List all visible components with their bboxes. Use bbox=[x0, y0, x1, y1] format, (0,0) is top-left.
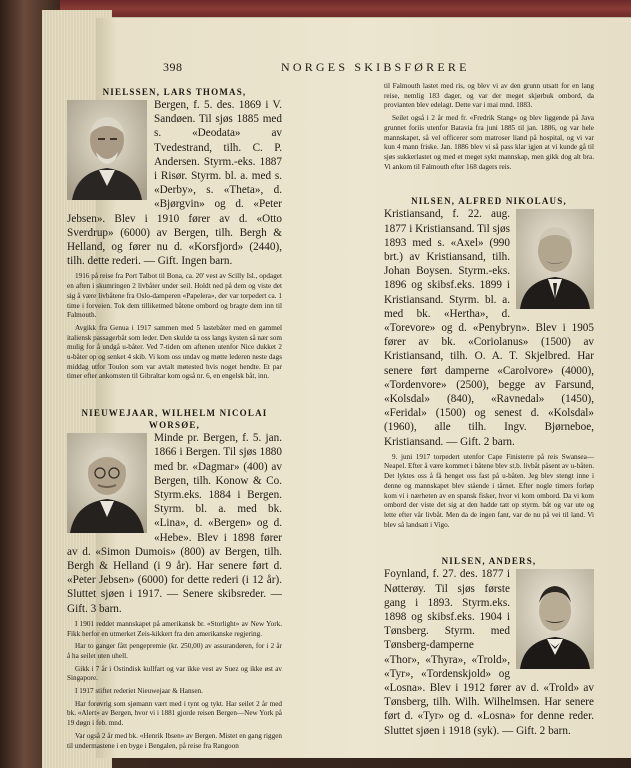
entry-title: NIELSSEN, LARS THOMAS, bbox=[102, 87, 247, 97]
continuation-notes bbox=[384, 82, 594, 172]
entry-body: Kristiansand, f. 22. aug. 1877 i Kristiansand. Til sjøs 1893 med s. «Axel» (990 brt.) av Kristiansand, tilh. Johan Boysen. Styrm.-eks. 1896 og skibsf.eks. 1899 i Kristiansand. Styrm. bl. a. med bk. «Hertha», d. «Torevore» og d. «Penybryn». Blev i 1905 fører av bk. «Coriolanus» (1500) av Kristiansand, tilh. O. A. T. Skjelbred. Har senere ført damperne «Carolvore» (4000), «Tordenvore» (2500), begge av Farsund, «Kolsdal» (840), «Ravnedal» (1450), «Feridal» (1500) og senest d. «Kolsdal» (1960), alle tilh. Ingv. Bjørneboe, Kristiansand. — Gift. 2 barn. bbox=[384, 208, 594, 448]
note-paragraph: Var også 2 år med bk. «Henrik Ibsen» av Bergen. Mistet en gang riggen til undermastene i en byge i Bengalen, på reise fra Rangoon bbox=[67, 731, 282, 750]
note-paragraph: Har forøvrig som sjømann vært med i tynt og tykt. Har seilet 2 år med bk. «Alert» av Bergen, hvor vi i 1881 gjorde reisen Bergen—New York på 19 døgn i feb. mnd. bbox=[67, 699, 282, 728]
page-header bbox=[163, 60, 618, 78]
entry-body: Minde pr. Bergen, f. 5. jan. 1866 i Bergen. Til sjøs 1880 med br. «Dagmar» (400) av Bergen, tilh. Konow & Co. Styrm.eks. 1884 i Bergen. Styrm. bl. a. med bk. «Lina», d. «Bergen» og d. «Hebe». Blev i 1898 fører av d. «Simon Dumois» (800) av Bergen, tilh. Bergh & Helland (i 9 år). Har senere ført d. «Peter Jebsen» (6000) for dette rederi (i 12 år). Sluttet sjøen i 1917. — Senere skibsreder. — Gift. 3 barn. bbox=[67, 432, 282, 615]
note-paragraph: til Falmouth lastet med ris, og blev vi av den grunn utsatt for en lang reise, nemlig 183 dager, og var der meget skjørbuk ombord, da provianten blev edelagt. Dette var i mai mnd. 1883. bbox=[384, 82, 594, 110]
entry-title: NILSEN, ALFRED NIKOLAUS, bbox=[411, 196, 567, 207]
entry-body: Bergen, f. 5. des. 1869 i V. Sandøen. Til sjøs 1885 med s. «Deodata» av Tvedestrand, tilh. C. P. Andersen. Styrm.-eks. 1887 i Risør. Styrm. bl. a. med s. «Derby», s. «Theta», d. «Bjørgvin» og d. «Peter Jebsen». Blev i 1910 fører av d. «Otto Sverdrup» (6000) av Bergen, tilh. Bergh & Helland, og fører nu d. «Korsfjord» (2440), tilh. dette rederi. — Gift. Ingen barn. bbox=[67, 99, 282, 268]
right-column bbox=[384, 82, 594, 738]
book-page bbox=[67, 18, 631, 758]
entry-title: NILSEN, ANDERS, bbox=[441, 556, 537, 567]
entry-nieuwejaar bbox=[67, 407, 282, 751]
entry-nilsen-alfred bbox=[384, 195, 594, 530]
portrait-photo bbox=[67, 433, 147, 533]
page-number: 398 bbox=[163, 60, 183, 74]
entry-title: NIEUWEJAAR, WILHELM NICOLAI WORSØE, bbox=[81, 408, 268, 431]
portrait-nieuwejaar bbox=[67, 433, 147, 533]
entry-notes bbox=[67, 620, 282, 751]
note-paragraph: I 1917 stiftet rederiet Nieuwejaar & Hansen. bbox=[75, 687, 203, 696]
entry-nielssen bbox=[67, 86, 282, 382]
portrait-photo bbox=[516, 569, 594, 669]
portrait-nielssen bbox=[67, 100, 147, 200]
portrait-nilsen-anders bbox=[516, 569, 594, 669]
entry-nilsen-anders bbox=[384, 555, 594, 737]
note-paragraph: 1916 på reise fra Port Talbot til Bona, ca. 20' vest av Scilly Isl., opdaget en aften i skumringen 2 livbåter under seil. Holdt ned på dem og viste det sig å være livbåtene fra Oslo-damperen «Papelera», der var torpedert ca. 1 time i forveien. Tok dem tilliketmed båtene ombord og bragte dem inn til Falmouth. bbox=[67, 272, 282, 320]
entry-body: Foynland, f. 27. des. 1877 i Nøtterøy. Til sjøs første gang i 1893. Styrm.eks. 1898 og skibsf.eks. 1904 i Tønsberg. Styrm. med Tønsberg-damperne «Thor», «Thyra», «Trold», «Tyr», «Tordenskjold» og «Losna». Blev i 1912 fører av d. «Trold» av Tønsberg, tilh. Wilh. Wilhelmsen. Har senere ført d. «Tyr» og d. «Losna» for denne reder. Sluttet sjøen i 1918 (syk). — Gift. 2 barn. bbox=[384, 568, 594, 737]
portrait-photo bbox=[516, 209, 594, 309]
running-head: NORGES SKIBSFØRERE bbox=[281, 60, 470, 74]
left-column bbox=[67, 86, 282, 754]
note-paragraph: I 1901 reddet mannskapet på amerikansk br. «Storlight» av New York. Fikk herfor en utmerket Zeis-kikkert fra den amerikanske regjering. bbox=[67, 619, 282, 638]
portrait-photo bbox=[67, 100, 147, 200]
entry-notes bbox=[384, 453, 594, 531]
note-paragraph: Avgikk fra Genua i 1917 sammen med 5 lastebåter med en gammel italiensk passagerbåt som leder. Den skulde ta oss langs kysten så nær som mulig for å undgå u-båter. Ved 7-tiden om aftenen utenfor Nice dukket 2 u-båter op og senket 4 skib. Vi kom oss undav og møtte lederen neste dags middag utfor Toulon som var avtalt møtested hvis noget hendte. Et par timer efter ankomsten til Gibraltar kom også nr. 6, en engelsk båt, inn. bbox=[67, 323, 282, 381]
portrait-nilsen-alfred bbox=[516, 209, 594, 309]
entry-notes bbox=[67, 272, 282, 382]
note-paragraph: Har to ganger fått pengepremie (kr. 250,00) av assurandøren, for i 2 år å ha seilet uten uhell. bbox=[67, 642, 282, 660]
note-paragraph: Gikk i 7 år i Ostindisk kullfart og var ikke vest av Suez og ikke øst av Singapore. bbox=[67, 664, 282, 683]
note-paragraph: Seilet også i 2 år med fr. «Fredrik Stang» og blev liggende på Java grunnet foriis utenfor Batavia fra juni 1885 til jan. 1886, og var hele mannskapet, så vel officerer som matroser liand på hospital, og vi var kun 4 mann friske. Jan. 1886 blev vi så pass klar igjen at vi kunde gå til sjøs sukkerlastet og med et meget sykt mannskap, men gikk dog alt bra. Vi ankom til Falmouth efter 168 dagers reis. bbox=[384, 114, 594, 171]
note-paragraph: 9. juni 1917 torpedert utenfor Cape Finisterre på reis Swansea—Neapel. Efter å være kommet i båtene blev st.b. livbåt påsent av u-båten. Det lyktes oss å få henget oss fast på u-båten. Jeg blev stengt inne i denne og mannskapet blev stående i tårnet. Efter nogle timers forløp kom vi i nærheten av en spansk fisker, hvor vi kom ombord. Da vi kom ombord der viste det sig at den hadde tatt op styrm. båt og var ute og lette efter vår livbåt. Men da de ingen fant, var de nu på vei til land. Vi blev så landsatt i Vigo. bbox=[384, 452, 594, 529]
